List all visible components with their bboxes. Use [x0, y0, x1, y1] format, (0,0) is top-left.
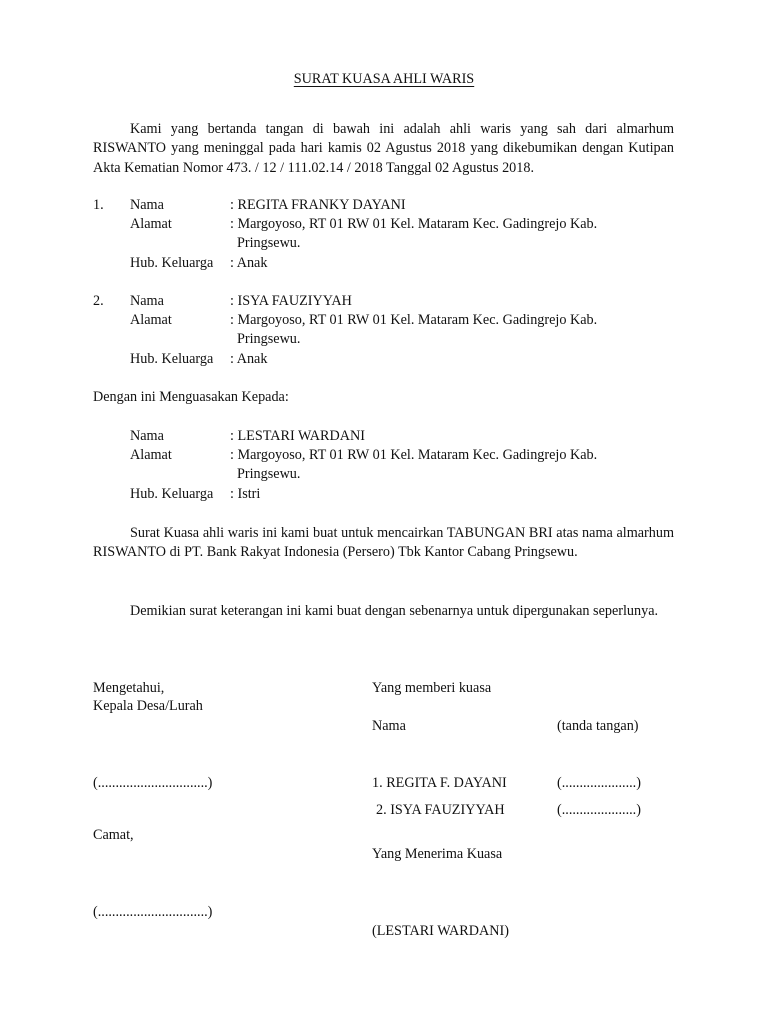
heir-name: : ISYA FAUZIYYAH — [230, 293, 352, 309]
camat-label: Camat, — [93, 827, 134, 843]
nama-label: Nama — [130, 428, 164, 444]
delegation-heading: Dengan ini Menguasakan Kepada: — [93, 389, 289, 405]
heir-relation: : Anak — [230, 351, 268, 367]
nama-column-header: Nama — [372, 718, 406, 734]
heir-name: : REGITA FRANKY DAYANI — [230, 197, 406, 213]
kepala-desa-signature-line: (...............................) — [93, 775, 213, 791]
heir-number: 1. — [93, 197, 104, 213]
kepala-desa-label: Kepala Desa/Lurah — [93, 698, 203, 714]
hub-label: Hub. Keluarga — [130, 351, 214, 367]
signer-2-name: 2. ISYA FAUZIYYAH — [376, 802, 505, 818]
nama-label: Nama — [130, 197, 164, 213]
signer-1-signature-line: (.....................) — [557, 775, 641, 791]
nama-label: Nama — [130, 293, 164, 309]
hub-label: Hub. Keluarga — [130, 255, 214, 271]
document-title: SURAT KUASA AHLI WARIS — [293, 71, 475, 87]
heir-address: : Margoyoso, RT 01 RW 01 Kel. Mataram Kec. Gadingrejo Kab. — [230, 216, 598, 232]
mengetahui-label: Mengetahui, — [93, 680, 165, 696]
signer-2-signature-line: (.....................) — [557, 802, 641, 818]
tanda-tangan-column-header: (tanda tangan) — [557, 718, 639, 734]
signer-1-name: 1. REGITA F. DAYANI — [372, 775, 507, 791]
camat-signature-line: (...............................) — [93, 904, 213, 920]
intro-paragraph: Kami yang bertanda tangan di bawah ini adalah ahli waris yang sah dari almarhum RISWANTO yang meninggal pada hari kamis 02 Agustus 2018 yang dikebumikan dengan Kutipan Akta Kematian Nomor 473. / 12 / 111.02.14 / 2018 Tanggal 02 Agustus 2018. — [93, 121, 674, 176]
closing-paragraph: Demikian surat keterangan ini kami buat dengan sebenarnya untuk dipergunakan seperlunya. — [130, 603, 659, 619]
alamat-label: Alamat — [130, 312, 172, 328]
receiver-name: (LESTARI WARDANI) — [372, 923, 509, 939]
heir-address: : Margoyoso, RT 01 RW 01 Kel. Mataram Kec. Gadingrejo Kab. — [230, 312, 598, 328]
heir-address-cont: Pringsewu. — [237, 331, 301, 347]
heir-address-cont: Pringsewu. — [237, 235, 301, 251]
recipient-relation: : Istri — [230, 486, 261, 502]
recipient-address-cont: Pringsewu. — [237, 466, 301, 482]
hub-label: Hub. Keluarga — [130, 486, 214, 502]
yang-menerima-kuasa-label: Yang Menerima Kuasa — [372, 846, 503, 862]
recipient-name: : LESTARI WARDANI — [230, 428, 365, 444]
heir-relation: : Anak — [230, 255, 268, 271]
purpose-paragraph: Surat Kuasa ahli waris ini kami buat untuk mencairkan TABUNGAN BRI atas nama almarhum RISWANTO di PT. Bank Rakyat Indonesia (Persero) Tbk Kantor Cabang Pringsewu. — [93, 525, 674, 561]
heir-number: 2. — [93, 293, 104, 309]
alamat-label: Alamat — [130, 447, 172, 463]
yang-memberi-kuasa-label: Yang memberi kuasa — [372, 680, 492, 696]
alamat-label: Alamat — [130, 216, 172, 232]
recipient-address: : Margoyoso, RT 01 RW 01 Kel. Mataram Kec. Gadingrejo Kab. — [230, 447, 598, 463]
